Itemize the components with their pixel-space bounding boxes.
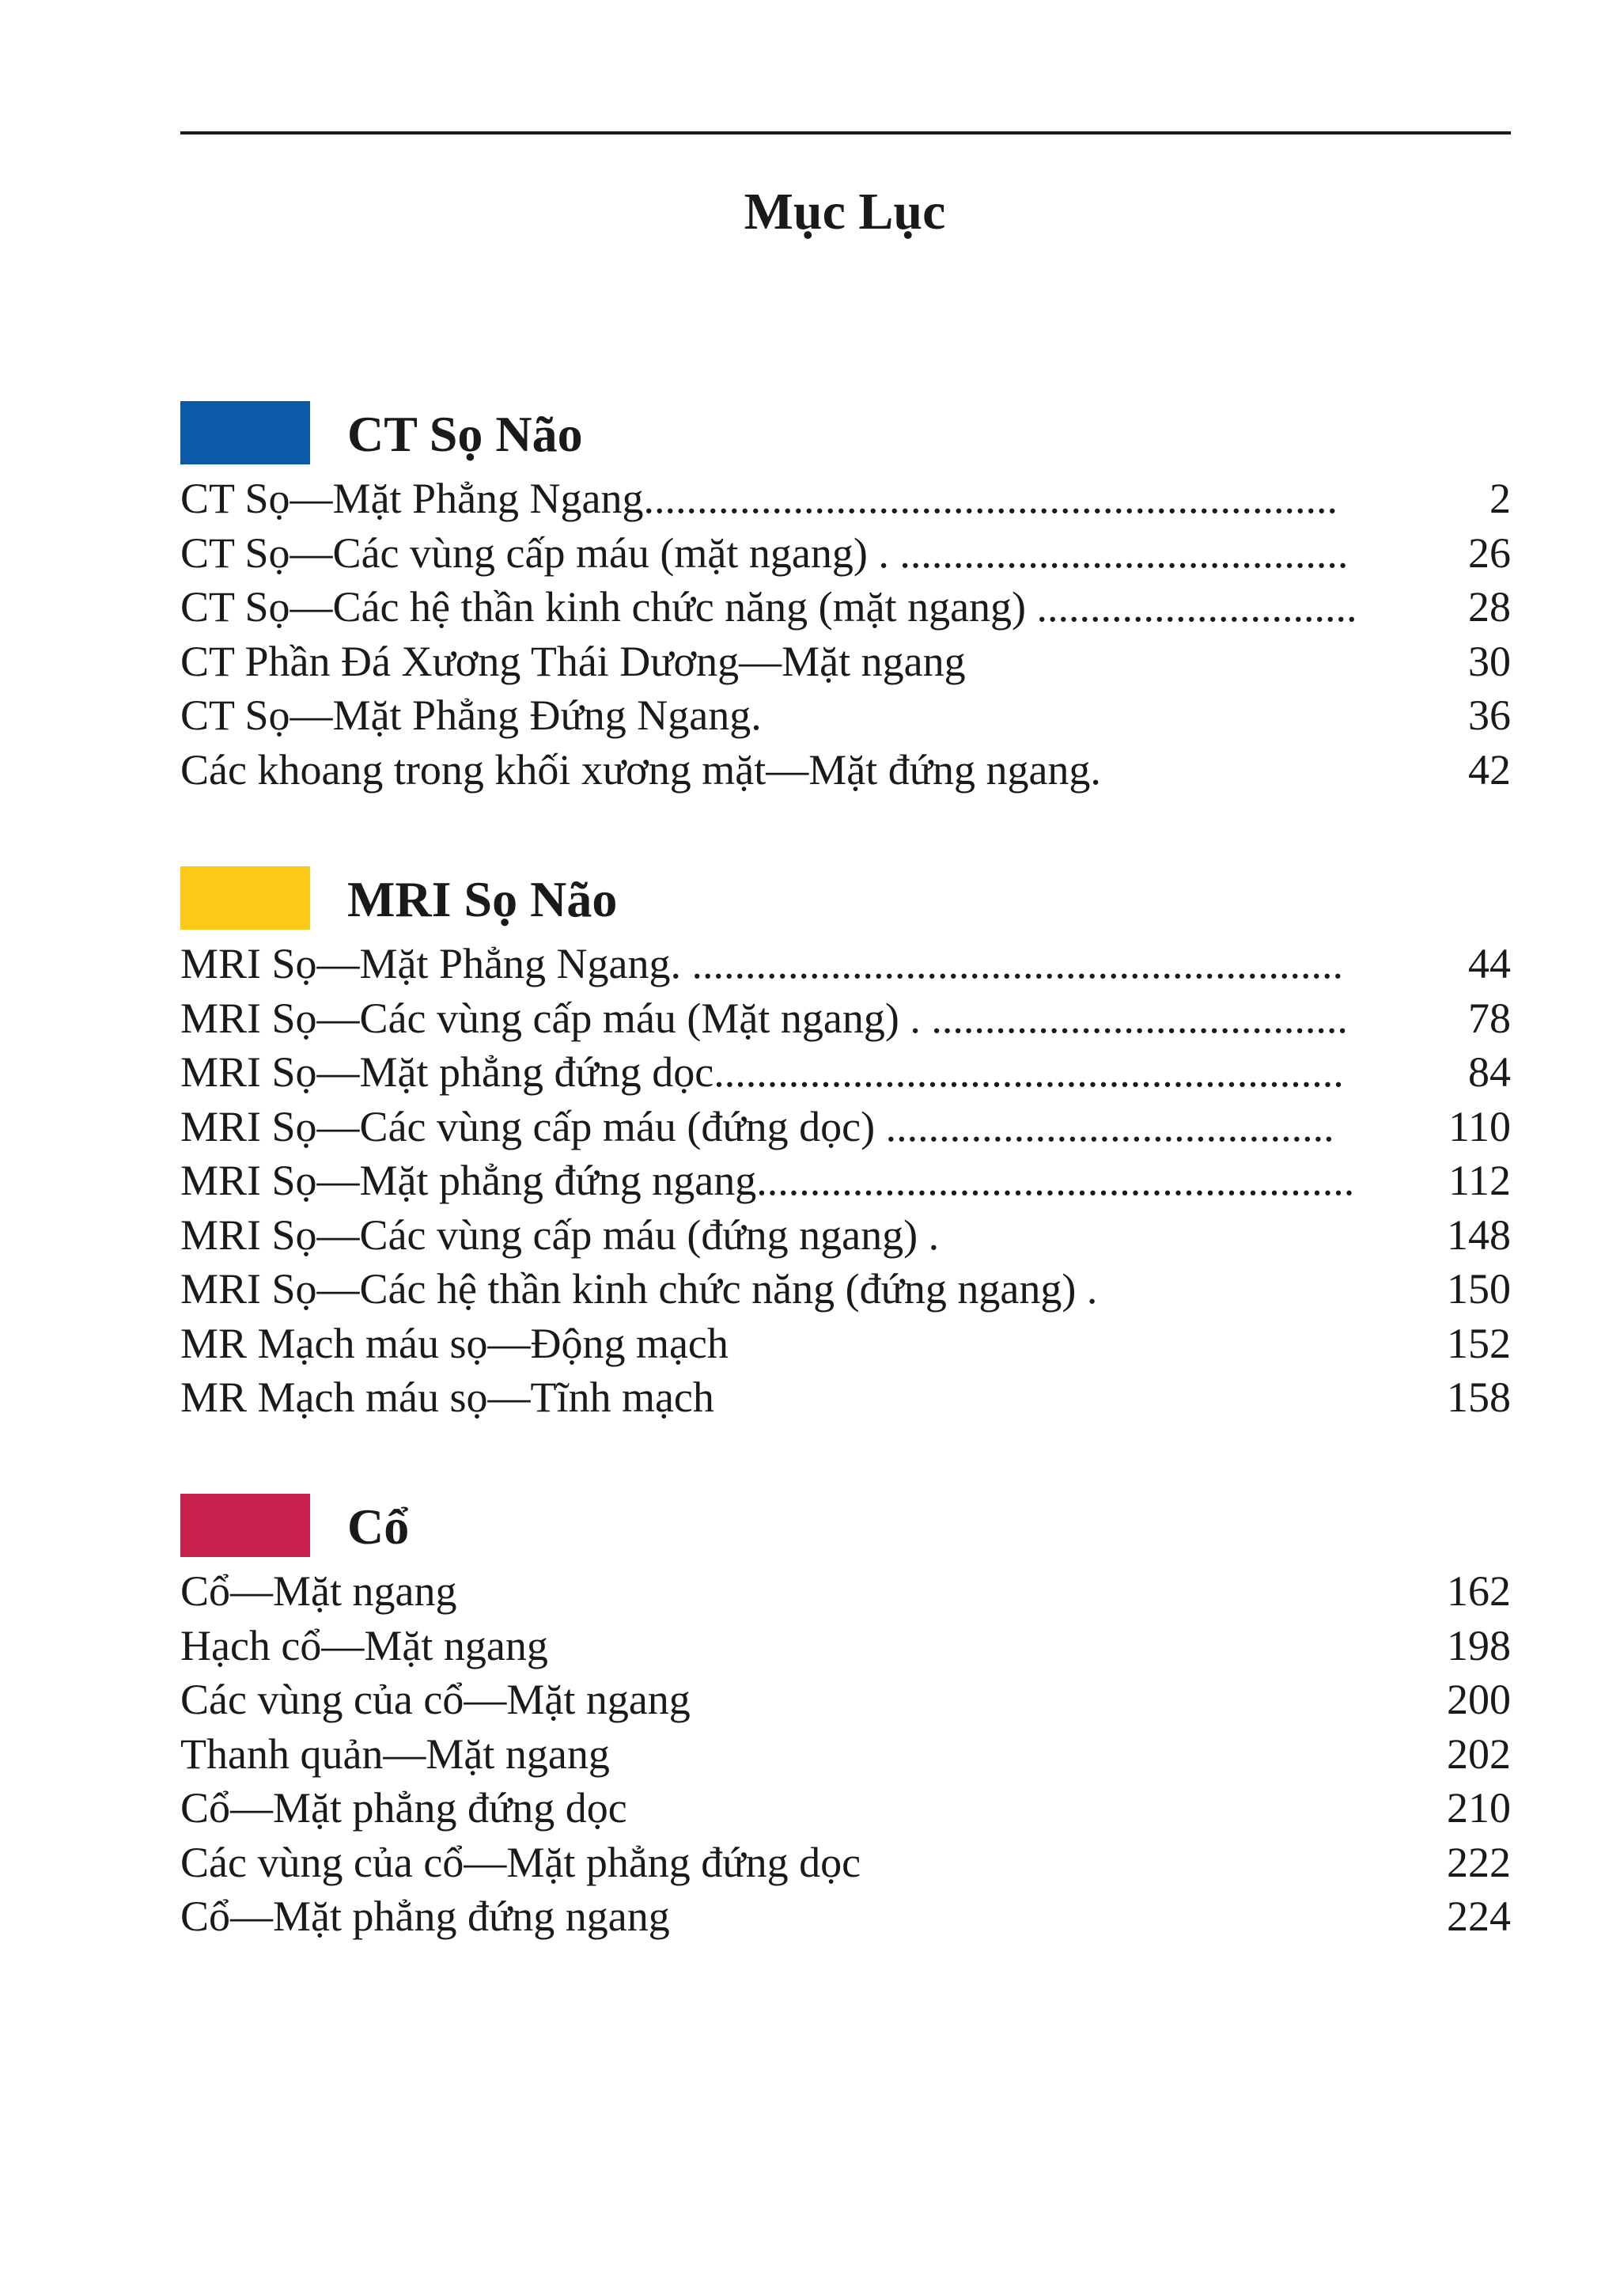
toc-entry-page: 198 [1447, 1621, 1511, 1669]
toc-entry[interactable] [180, 1317, 1511, 1371]
section-mri-so-nao [180, 866, 1511, 1425]
toc-entry-label: Hạch cổ—Mặt ngang [180, 1621, 548, 1669]
toc-entry-label: Cổ—Mặt ngang [180, 1567, 457, 1615]
toc-entry-label: Các vùng của cổ—Mặt phẳng đứng dọc [180, 1838, 861, 1886]
toc-entry-page: 224 [1447, 1892, 1511, 1940]
toc-entry[interactable] [180, 1673, 1511, 1727]
toc-entry-label: MRI Sọ—Mặt phẳng đứng ngang........................................................ [180, 1157, 1355, 1204]
toc-entry[interactable] [180, 1100, 1511, 1154]
toc-entry[interactable] [180, 1727, 1511, 1782]
toc-entry-page: 36 [1468, 691, 1511, 739]
section-header [180, 1494, 1511, 1560]
section-color-swatch [180, 866, 310, 930]
toc-entry-label: CT Sọ—Các hệ thần kinh chức năng (mặt ngang) .............................. [180, 583, 1357, 631]
toc-entry[interactable] [180, 1836, 1511, 1890]
toc-entry[interactable] [180, 937, 1511, 991]
toc-entry-page: 78 [1468, 994, 1511, 1042]
toc-entry-page: 200 [1447, 1676, 1511, 1723]
toc-entry-page: 26 [1468, 529, 1511, 577]
toc-entry-page: 112 [1448, 1157, 1511, 1204]
toc-entry-page: 150 [1447, 1265, 1511, 1313]
toc-entry-label: MRI Sọ—Các vùng cấp máu (Mặt ngang) . ....................................... [180, 994, 1348, 1042]
toc-entry[interactable] [180, 743, 1511, 798]
toc-entry[interactable] [180, 1154, 1511, 1208]
toc-entry-label: CT Sọ—Mặt Phẳng Đứng Ngang. [180, 691, 762, 739]
toc-entry-label: MRI Sọ—Các vùng cấp máu (đứng ngang) . [180, 1211, 940, 1259]
toc-entry-label: Cổ—Mặt phẳng đứng dọc [180, 1784, 627, 1832]
toc-entry[interactable] [180, 1889, 1511, 1944]
toc-entry-label: MR Mạch máu sọ—Tĩnh mạch [180, 1373, 714, 1421]
toc-entry-page: 202 [1447, 1730, 1511, 1778]
section-title: CT Sọ Não [347, 406, 583, 462]
toc-entry-page: 42 [1468, 745, 1511, 794]
toc-entry[interactable] [180, 1781, 1511, 1836]
toc-entry-label: MRI Sọ—Các vùng cấp máu (đứng dọc) .......................................... [180, 1102, 1334, 1150]
toc-entry-label: CT Phần Đá Xương Thái Dương—Mặt ngang [180, 637, 966, 685]
toc-entry-page: 148 [1447, 1211, 1511, 1259]
toc-entry[interactable] [180, 1370, 1511, 1425]
toc-entry[interactable] [180, 1045, 1511, 1100]
toc-entry-page: 44 [1468, 940, 1511, 987]
section-ct-so-nao [180, 401, 1511, 797]
toc-entry-page: 210 [1447, 1784, 1511, 1832]
toc-entry-page: 158 [1447, 1373, 1511, 1421]
toc-entry-label: Các vùng của cổ—Mặt ngang [180, 1676, 691, 1723]
toc-entry-page: 84 [1468, 1048, 1511, 1096]
toc-entry-label: Thanh quản—Mặt ngang [180, 1730, 610, 1778]
toc-entry-page: 152 [1447, 1319, 1511, 1367]
section-color-swatch [180, 1494, 310, 1557]
toc-entry[interactable] [180, 991, 1511, 1046]
toc-entry-page: 30 [1468, 637, 1511, 685]
page-title: Mục Lục [744, 183, 946, 241]
toc-entry-label: MRI Sọ—Mặt phẳng đứng dọc........................................................... [180, 1048, 1344, 1096]
toc-entry-label: MRI Sọ—Các hệ thần kinh chức năng (đứng ngang) . [180, 1265, 1098, 1313]
section-header [180, 866, 1511, 933]
toc-entry-page: 2 [1489, 475, 1511, 522]
toc-entry-label: MRI Sọ—Mặt Phẳng Ngang. ............................................................. [180, 940, 1343, 987]
toc-entry[interactable] [180, 1208, 1511, 1263]
toc-entry[interactable] [180, 635, 1511, 689]
toc-entry[interactable] [180, 580, 1511, 635]
toc-entry-page: 222 [1447, 1838, 1511, 1886]
toc-entry-label: Các khoang trong khối xương mặt—Mặt đứng ngang. [180, 745, 1101, 794]
toc-entry[interactable] [180, 526, 1511, 581]
section-title: MRI Sọ Não [347, 871, 618, 927]
toc-entry-label: MR Mạch máu sọ—Động mạch [180, 1319, 729, 1367]
toc-entry-label: Cổ—Mặt phẳng đứng ngang [180, 1892, 670, 1940]
top-rule [180, 131, 1511, 135]
toc-entry[interactable] [180, 1619, 1511, 1673]
toc-entries [180, 937, 1511, 1425]
toc-entry[interactable] [180, 1262, 1511, 1317]
toc-entry-label: CT Sọ—Mặt Phẳng Ngang................................................................. [180, 475, 1338, 522]
toc-entry-page: 162 [1447, 1567, 1511, 1615]
toc-entry[interactable] [180, 688, 1511, 743]
toc-entries [180, 1564, 1511, 1944]
toc-entry[interactable] [180, 1564, 1511, 1619]
toc-entry-label: CT Sọ—Các vùng cấp máu (mặt ngang) . .......................................... [180, 529, 1349, 577]
section-title: Cổ [347, 1498, 410, 1555]
section-co [180, 1494, 1511, 1944]
toc-entry-page: 28 [1468, 583, 1511, 631]
toc-entry[interactable] [180, 472, 1511, 526]
section-color-swatch [180, 401, 310, 464]
section-header [180, 401, 1511, 468]
toc-entry-page: 110 [1448, 1102, 1511, 1150]
toc-entries [180, 472, 1511, 797]
